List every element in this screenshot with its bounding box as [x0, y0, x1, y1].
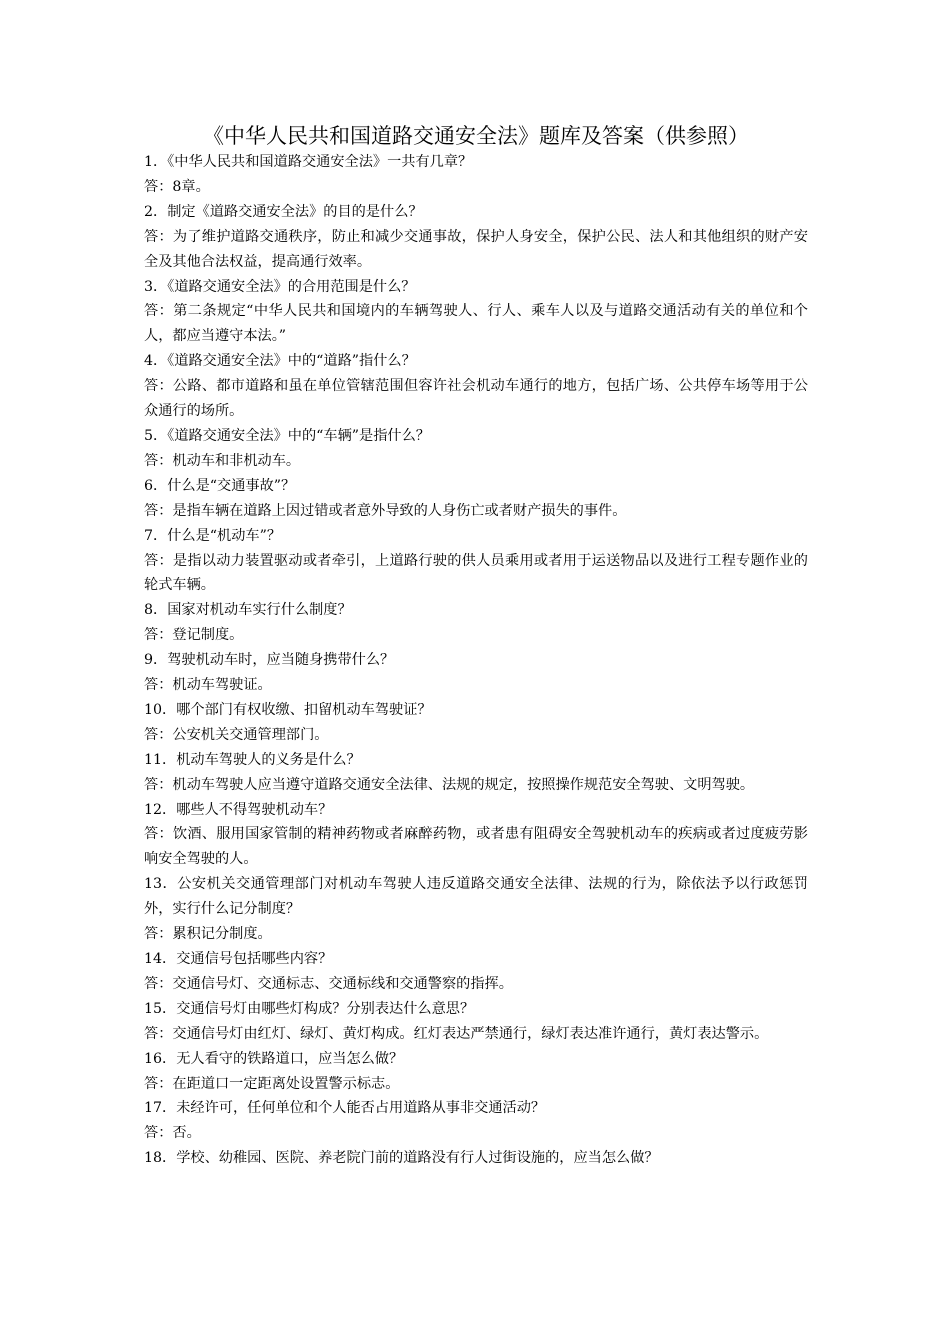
answer-17: 答：否。 [144, 1125, 201, 1142]
answer-9: 答：机动车驾驶证。 [144, 677, 272, 694]
question-6: 6．什么是“交通事故”？ [144, 477, 296, 494]
question-2: 2．制定《道路交通安全法》的目的是什么？ [144, 203, 423, 220]
answer-15: 答：交通信号灯由红灯、绿灯、黄灯构成。红灯表达严禁通行，绿灯表达准许通行，黄灯表达警示。 [144, 1025, 769, 1042]
answer-2: 答：为了维护道路交通秩序，防止和减少交通事故，保护人身安全，保护公民、法人和其他组织的财产安全及其他合法权益，提高通行效率。 [144, 228, 808, 270]
question-4: 4．《道路交通安全法》中的“道路”指什么？ [144, 353, 416, 370]
answer-5: 答：机动车和非机动车。 [144, 452, 301, 469]
document-body [144, 122, 808, 1171]
answer-12: 答：饮酒、服用国家管制的精神药物或者麻醉药物，或者患有阻碍安全驾驶机动车的疾病或者过度疲劳影响安全驾驶的人。 [144, 826, 808, 868]
answer-3: 答：第二条规定“中华人民共和国境内的车辆驾驶人、行人、乘车人以及与道路交通活动有关的单位和个人，都应当遵守本法。” [144, 303, 808, 345]
answer-8: 答：登记制度。 [144, 627, 244, 644]
question-12: 12．哪些人不得驾驶机动车？ [144, 801, 333, 818]
question-16: 16．无人看守的铁路道口，应当怎么做？ [144, 1050, 404, 1067]
answer-10: 答：公安机关交通管理部门。 [144, 726, 329, 743]
question-3: 3．《道路交通安全法》的合用范围是什么？ [144, 278, 416, 295]
question-18: 18．学校、幼稚园、医院、养老院门前的道路没有行人过街设施的，应当怎么做？ [144, 1150, 659, 1167]
question-9: 9．驾驶机动车时，应当随身携带什么？ [144, 652, 395, 669]
document-title: 《中华人民共和国道路交通安全法》题库及答案（供参照） [203, 124, 749, 148]
question-8: 8．国家对机动车实行什么制度？ [144, 602, 352, 619]
answer-16: 答：在距道口一定距离处设置警示标志。 [144, 1075, 400, 1092]
question-17: 17．未经许可，任何单位和个人能否占用道路从事非交通活动？ [144, 1100, 546, 1117]
answer-7: 答：是指以动力装置驱动或者牵引，上道路行驶的供人员乘用或者用于运送物品以及进行工程专题作业的轮式车辆。 [144, 552, 808, 594]
answer-14: 答：交通信号灯、交通标志、交通标线和交通警察的指挥。 [144, 975, 513, 992]
question-5: 5．《道路交通安全法》中的“车辆”是指什么？ [144, 427, 430, 444]
question-10: 10．哪个部门有权收缴、扣留机动车驾驶证？ [144, 701, 432, 718]
answer-1: 答：8章。 [144, 178, 210, 195]
answer-6: 答：是指车辆在道路上因过错或者意外导致的人身伤亡或者财产损失的事件。 [144, 502, 627, 519]
answer-11: 答：机动车驾驶人应当遵守道路交通安全法律、法规的规定，按照操作规范安全驾驶、文明驾驶。 [144, 776, 755, 793]
question-14: 14．交通信号包括哪些内容？ [144, 951, 333, 967]
answer-13: 答：累积记分制度。 [144, 926, 272, 943]
question-1: 1．《中华人民共和国道路交通安全法》一共有几章？ [144, 154, 473, 170]
question-13: 13．公安机关交通管理部门对机动车驾驶人违反道路交通安全法律、法规的行为，除依法予以行政惩罚外，实行什么记分制度？ [144, 876, 808, 918]
question-11: 11．机动车驾驶人的义务是什么？ [144, 751, 361, 768]
question-15: 15．交通信号灯由哪些灯构成？分别表达什么意思？ [144, 1000, 475, 1017]
answer-4: 答：公路、都市道路和虽在单位管辖范围但容许社会机动车通行的地方，包括广场、公共停车场等用于公众通行的场所。 [144, 378, 808, 420]
question-7: 7．什么是“机动车”？ [144, 527, 282, 544]
